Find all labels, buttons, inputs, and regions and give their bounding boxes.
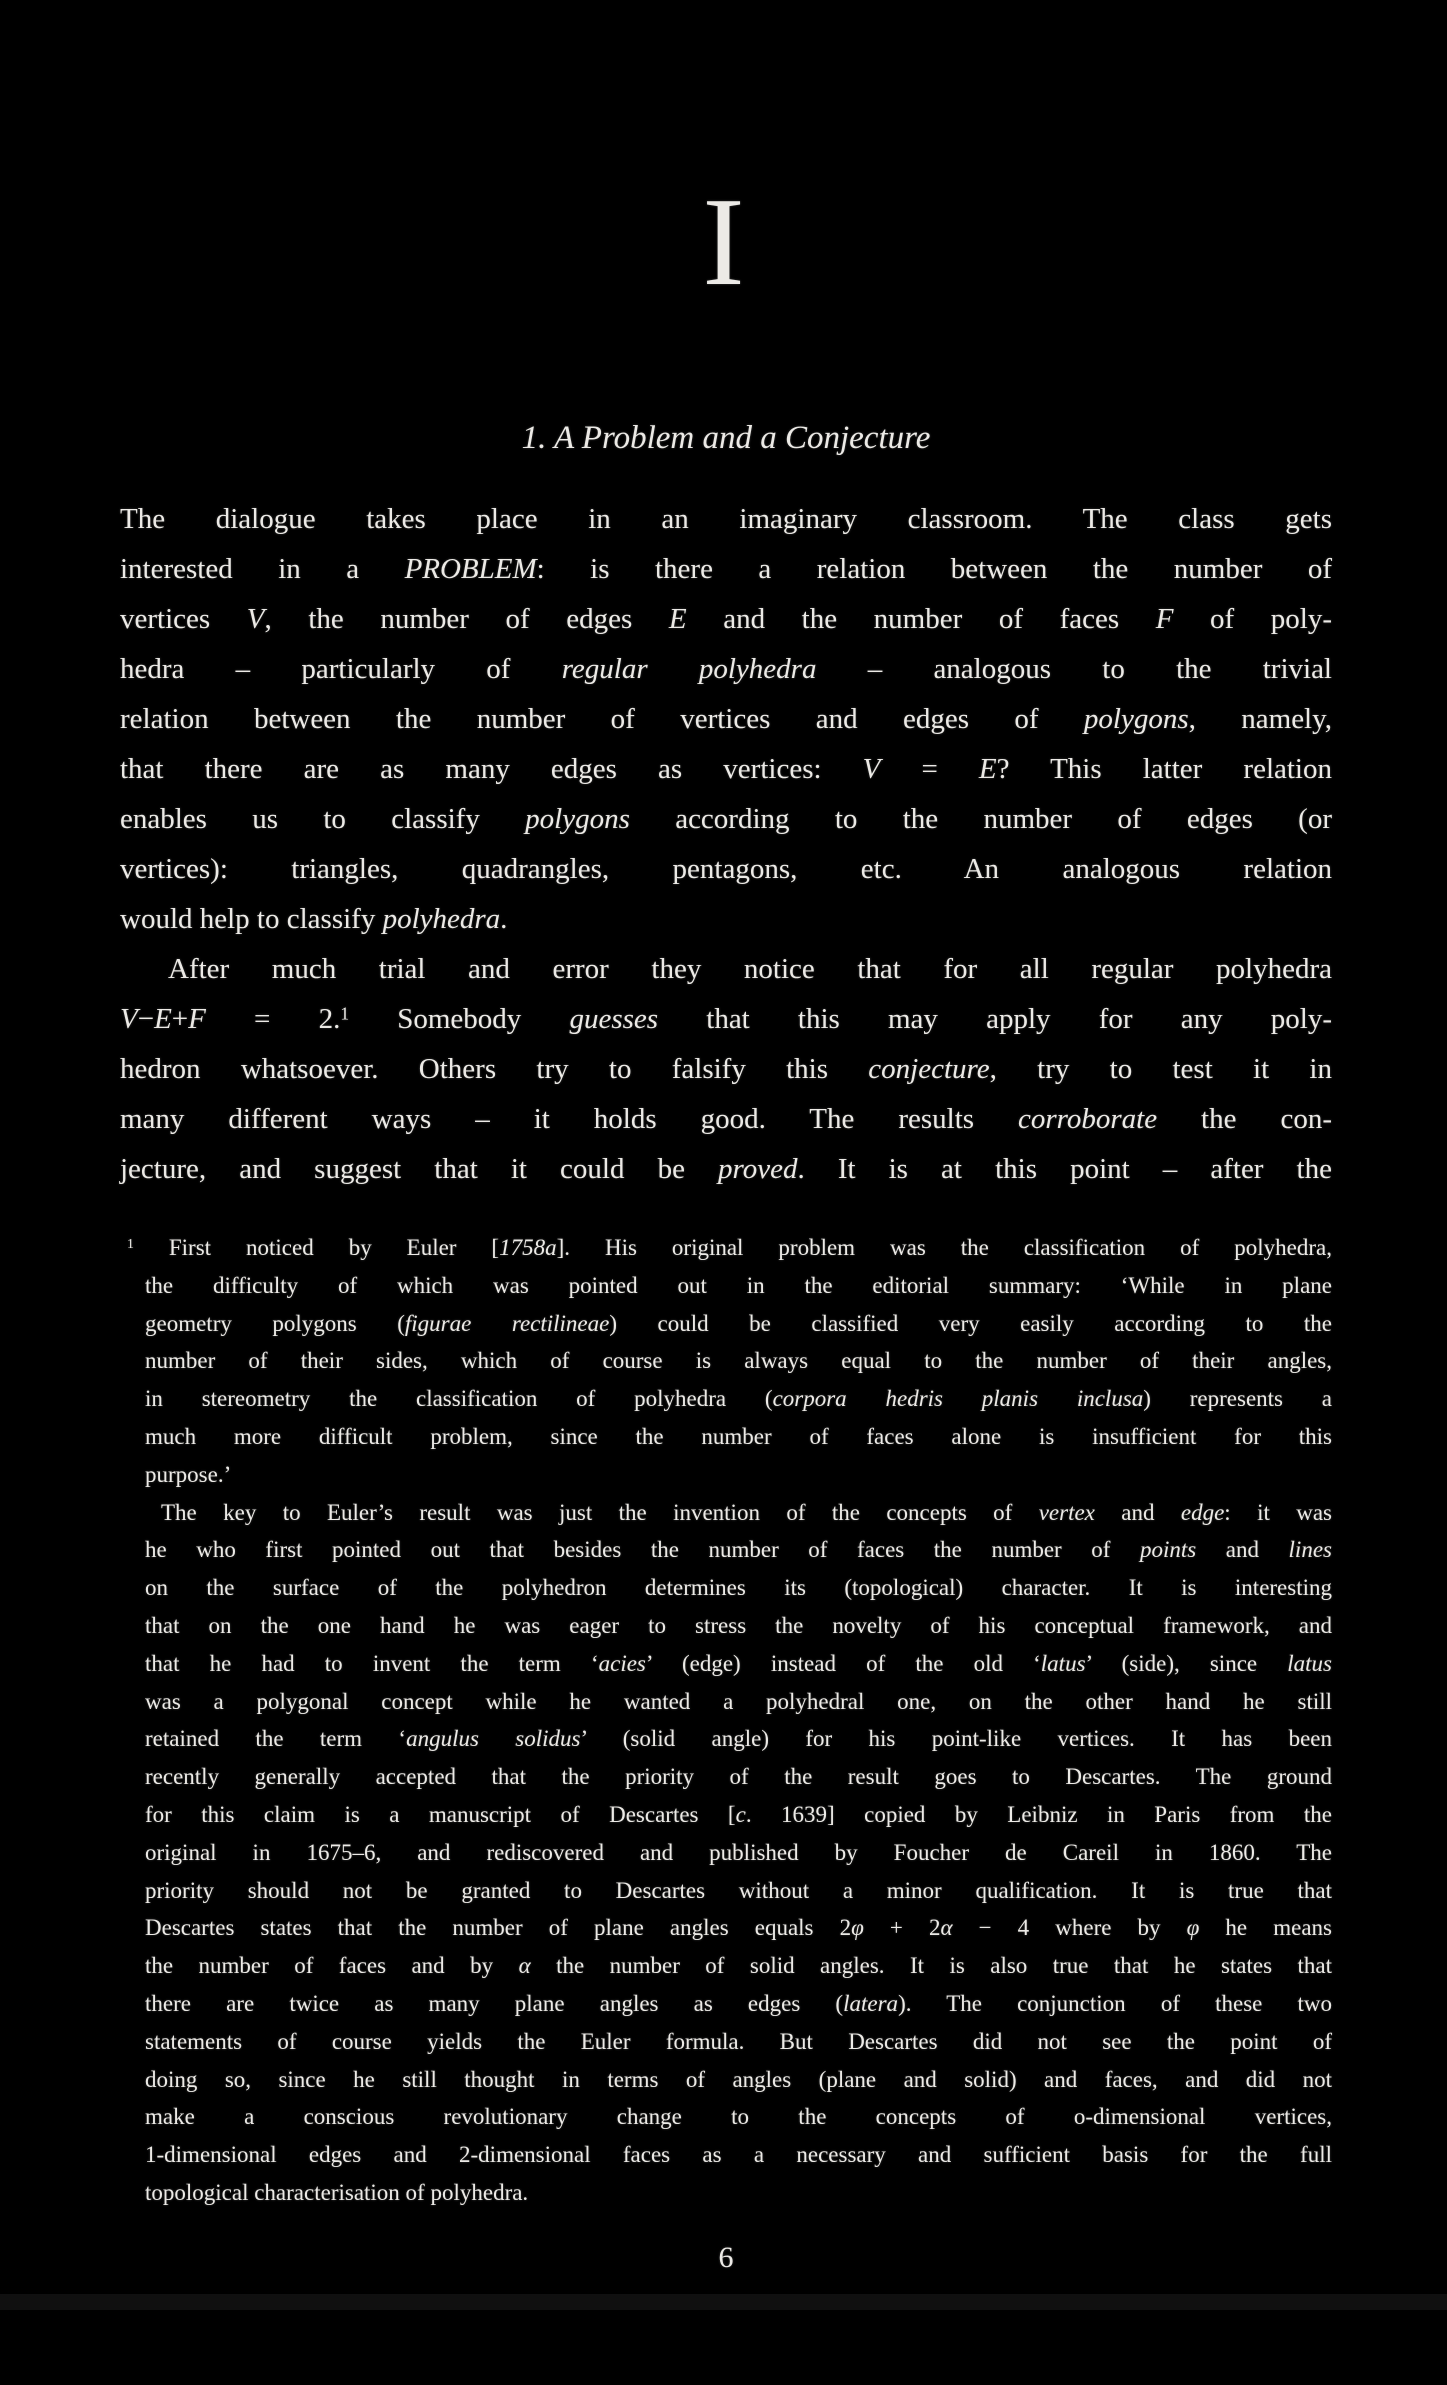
text-segment: = xyxy=(880,753,979,785)
text-segment: interested in a xyxy=(120,553,405,585)
text-segment: polyhedra xyxy=(382,903,501,935)
text-line xyxy=(145,1834,1332,1872)
text-segment: of poly- xyxy=(1173,603,1333,635)
text-segment: original in 1675–6, and rediscovered and published by Foucher de Careil in 1860. The xyxy=(145,1839,1332,1865)
text-segment: . 1639] copied by Leibniz in Paris from the xyxy=(745,1801,1332,1827)
text-segment: regular polyhedra xyxy=(561,653,817,685)
text-segment: ]. His original problem was the classification of polyhedra, xyxy=(556,1235,1332,1260)
text-segment: − xyxy=(137,1003,155,1035)
text-line xyxy=(120,1094,1332,1144)
text-segment: : is there a relation between the number of xyxy=(536,553,1332,585)
page-number: 6 xyxy=(718,2241,734,2274)
text-segment: ’ (edge) instead of the old ‘ xyxy=(645,1650,1041,1676)
section-title: 1. A Problem and a Conjecture xyxy=(521,420,931,456)
text-line xyxy=(120,644,1332,694)
text-segment: 1758a xyxy=(499,1235,557,1260)
text-line xyxy=(120,1044,1332,1094)
text-segment: : it was xyxy=(1224,1499,1332,1525)
text-segment: much more difficult problem, since the number of faces alone is insufficient for this xyxy=(145,1423,1332,1449)
text-segment: points xyxy=(1139,1537,1197,1563)
text-segment: that he had to invent the term ‘ xyxy=(145,1650,599,1676)
text-line xyxy=(145,1267,1332,1305)
text-segment: After much trial and error they notice that for all regular polyhedra xyxy=(168,953,1332,985)
text-segment: First noticed by Euler [ xyxy=(133,1235,500,1260)
text-segment: α xyxy=(940,1915,953,1941)
text-segment: proved xyxy=(718,1153,798,1185)
text-line xyxy=(120,794,1332,844)
text-line xyxy=(145,1758,1332,1796)
text-segment: . It is at this point – after the xyxy=(797,1153,1332,1185)
text-line xyxy=(145,1380,1332,1418)
text-segment: + xyxy=(171,1003,189,1035)
text-segment: 1-dimensional edges and 2-dimensional faces as a necessary and sufficient basis for the full xyxy=(145,2142,1332,2168)
text-line xyxy=(145,1607,1332,1645)
text-line xyxy=(120,694,1332,744)
text-segment: there are twice as many plane angles as edges ( xyxy=(145,1990,844,2016)
text-segment: + 2 xyxy=(863,1915,941,1941)
text-segment: F xyxy=(1155,603,1174,635)
text-segment: edge xyxy=(1180,1499,1225,1525)
text-segment: recently generally accepted that the priority of the result goes to Descartes. The ground xyxy=(145,1764,1332,1790)
text-line xyxy=(145,1872,1332,1910)
text-segment: , the number of edges xyxy=(264,603,669,635)
text-line xyxy=(145,1720,1332,1758)
text-line xyxy=(120,944,1332,994)
text-segment: ) could be classified very easily according to the xyxy=(609,1310,1332,1336)
text-segment: number of their sides, which of course is always equal to the number of their angles, xyxy=(145,1348,1332,1374)
text-segment: that this may apply for any poly- xyxy=(658,1003,1332,1035)
text-segment: on the surface of the polyhedron determines its (topological) character. It is interesting xyxy=(145,1575,1332,1601)
footnote-marker: 1 xyxy=(340,1003,350,1024)
text-segment: figurae rectilineae xyxy=(404,1310,610,1336)
text-line xyxy=(145,1494,1332,1532)
text-segment: V xyxy=(120,1003,138,1035)
text-segment: ’ (solid angle) for his point-like vertices. It has been xyxy=(580,1726,1332,1752)
text-line xyxy=(145,1947,1332,1985)
text-segment: – analogous to the trivial xyxy=(816,653,1332,685)
text-segment: V xyxy=(862,753,881,785)
text-segment: would help to classify xyxy=(120,903,383,935)
text-line xyxy=(120,544,1332,594)
text-segment: Descartes states that the number of plane angles equals 2 xyxy=(145,1915,852,1941)
text-segment: guesses xyxy=(569,1003,659,1035)
text-segment: The key to Euler’s result was just the invention of the concepts of xyxy=(161,1499,1039,1525)
text-segment: latus xyxy=(1040,1650,1086,1676)
text-segment: relation between the number of vertices and edges of xyxy=(120,703,1084,735)
text-line xyxy=(145,1456,1332,1494)
text-segment: − 4 where by xyxy=(952,1915,1187,1941)
text-line xyxy=(145,2023,1332,2061)
text-line xyxy=(145,1305,1332,1343)
text-segment: angulus solidus xyxy=(406,1726,581,1752)
text-line xyxy=(145,1569,1332,1607)
text-segment: , namely, xyxy=(1188,703,1332,735)
text-segment: according to the number of edges (or xyxy=(629,803,1332,835)
text-segment: enables us to classify xyxy=(120,803,526,835)
text-segment: c xyxy=(735,1801,746,1827)
text-segment: F xyxy=(188,1003,206,1035)
text-segment: purpose.’ xyxy=(145,1461,232,1487)
text-segment: ? This latter relation xyxy=(996,753,1332,785)
text-segment: jecture, and suggest that it could be xyxy=(120,1153,719,1185)
text-segment: was a polygonal concept while he wanted a polyhedral one, on the other hand he still xyxy=(145,1688,1332,1714)
text-line xyxy=(127,1229,1332,1267)
text-line xyxy=(145,1796,1332,1834)
text-segment: vertices): triangles, quadrangles, pentagons, etc. An analogous relation xyxy=(120,853,1332,885)
text-line xyxy=(120,1144,1332,1194)
text-segment: retained the term ‘ xyxy=(145,1726,407,1752)
text-segment: The dialogue takes place in an imaginary classroom. The class gets xyxy=(120,503,1332,535)
text-segment: corroborate xyxy=(1018,1103,1158,1135)
text-segment: polygons xyxy=(525,803,630,835)
text-segment: polygons xyxy=(1083,703,1189,735)
text-line xyxy=(145,2174,1332,2212)
text-segment: , try to test it in xyxy=(989,1053,1332,1085)
text-segment: corpora hedris planis inclusa xyxy=(772,1386,1144,1412)
text-line xyxy=(145,1418,1332,1456)
text-segment: E xyxy=(978,753,997,785)
text-segment: latera xyxy=(843,1990,899,2016)
text-line xyxy=(145,2061,1332,2099)
text-line xyxy=(145,1683,1332,1721)
text-segment: and the number of faces xyxy=(686,603,1156,635)
text-segment: lines xyxy=(1288,1537,1332,1563)
footnote-text xyxy=(127,1229,1333,2212)
text-segment: in stereometry the classification of polyhedra ( xyxy=(145,1386,773,1412)
scan-artifact-band xyxy=(0,2294,1447,2310)
text-segment: the number of solid angles. It is also true that he states that xyxy=(530,1953,1332,1979)
text-segment: vertices xyxy=(120,603,247,635)
text-line xyxy=(145,2136,1332,2174)
text-line xyxy=(145,1909,1332,1947)
footnote-marker: 1 xyxy=(127,1236,134,1252)
text-segment: statements of course yields the Euler formula. But Descartes did not see the point of xyxy=(145,2028,1332,2054)
text-segment: E xyxy=(154,1003,172,1035)
text-line xyxy=(145,1985,1332,2023)
text-segment: conjecture xyxy=(868,1053,990,1085)
text-segment: he who first pointed out that besides the number of faces the number of xyxy=(145,1537,1140,1563)
text-segment: φ xyxy=(851,1915,864,1941)
text-segment: the con- xyxy=(1157,1103,1332,1135)
text-line xyxy=(120,894,1332,944)
chapter-numeral: I xyxy=(702,173,745,312)
text-segment: and xyxy=(1094,1499,1181,1525)
text-segment: priority should not be granted to Descartes without a minor qualification. It is true that xyxy=(145,1877,1332,1903)
text-segment: that there are as many edges as vertices: xyxy=(120,753,863,785)
text-segment: hedron whatsoever. Others try to falsify this xyxy=(120,1053,869,1085)
text-segment: acies xyxy=(598,1650,646,1676)
text-segment: that on the one hand he was eager to stress the novelty of his conceptual framework, and xyxy=(145,1612,1332,1638)
text-line xyxy=(145,1645,1332,1683)
text-segment: α xyxy=(518,1953,531,1979)
text-line xyxy=(120,994,1332,1044)
text-segment: many different ways – it holds good. The results xyxy=(120,1103,1018,1135)
text-segment: the number of faces and by xyxy=(145,1953,519,1979)
text-segment: V xyxy=(246,603,265,635)
text-line xyxy=(120,844,1332,894)
text-segment: make a conscious revolutionary change to the concepts of o-dimensional vertices, xyxy=(145,2104,1332,2130)
text-line xyxy=(120,744,1332,794)
text-segment: latus xyxy=(1287,1650,1332,1676)
text-segment: ) represents a xyxy=(1143,1386,1333,1412)
text-segment: geometry polygons ( xyxy=(145,1310,405,1336)
text-segment: for this claim is a manuscript of Descartes [ xyxy=(145,1801,736,1827)
text-segment: ). The conjunction of these two xyxy=(898,1990,1333,2016)
text-line xyxy=(145,1531,1332,1569)
text-segment: E xyxy=(668,603,687,635)
text-segment: ’ (side), since xyxy=(1085,1650,1288,1676)
text-line xyxy=(145,2098,1332,2136)
text-segment: and xyxy=(1196,1537,1289,1563)
text-segment: the difficulty of which was pointed out in the editorial summary: ‘While in plane xyxy=(145,1272,1332,1298)
text-segment: doing so, since he still thought in terms of angles (plane and solid) and faces, and did not xyxy=(145,2066,1332,2092)
body-text xyxy=(120,494,1332,1194)
text-segment: hedra – particularly of xyxy=(120,653,562,685)
text-segment: vertex xyxy=(1038,1499,1095,1525)
text-segment: = 2. xyxy=(205,1003,341,1035)
text-segment: . xyxy=(500,903,508,935)
text-line xyxy=(120,494,1332,544)
text-segment: φ xyxy=(1186,1915,1200,1941)
text-line xyxy=(145,1342,1332,1380)
text-segment: Somebody xyxy=(349,1003,570,1035)
text-segment: topological characterisation of polyhedra. xyxy=(145,2179,529,2205)
text-line xyxy=(120,594,1332,644)
text-segment: PROBLEM xyxy=(404,553,537,585)
text-segment: he means xyxy=(1199,1915,1332,1941)
